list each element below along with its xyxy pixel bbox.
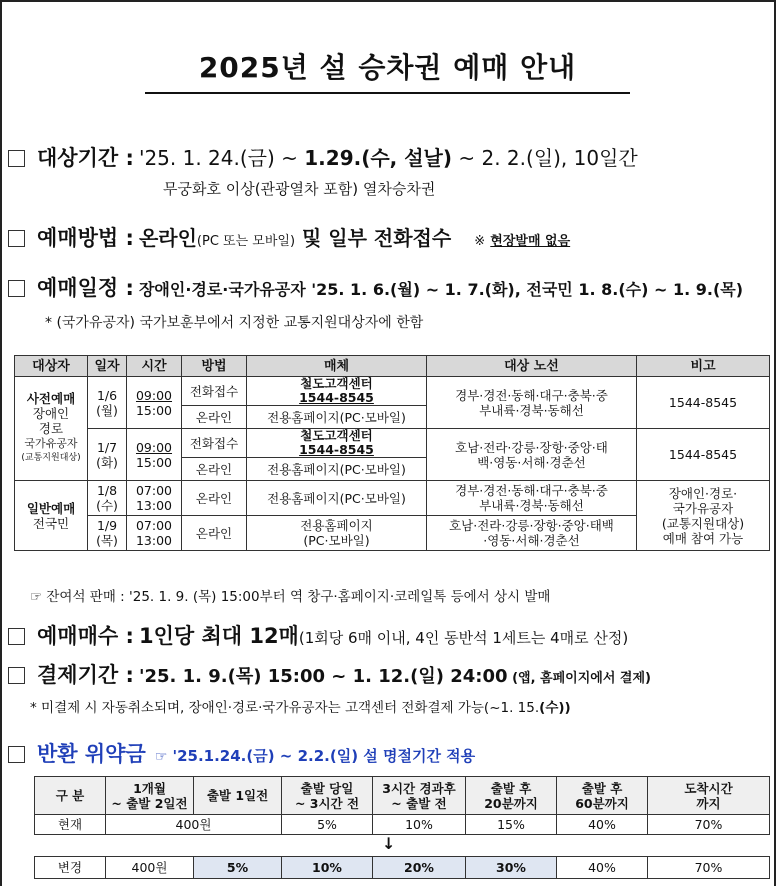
th-line: ~ 출발 2일전 [111, 795, 188, 811]
schedule-value: 장애인·경로·국가유공자 '25. 1. 6.(월) ~ 1. 7.(화), 전국민 1. 8.(수) ~ 1. 9.(목) [138, 280, 744, 299]
refund-cell: 40% [557, 857, 648, 879]
media-line: 1544-8545 [299, 442, 374, 457]
refund-cell: 15% [466, 815, 557, 835]
refund-cell: 70% [648, 857, 770, 879]
media-cell [247, 377, 427, 406]
day: (수) [96, 498, 118, 513]
refund-cell: 변경 [35, 857, 106, 879]
time-end: 13:00 [135, 498, 173, 513]
refund-cell: 5% [282, 815, 373, 835]
media-line: 전용홈페이지 [300, 518, 373, 533]
refund-cell: 30% [466, 857, 557, 879]
route-line: ·영동·서해·경춘선 [483, 533, 580, 548]
refund-th [194, 777, 282, 815]
pointing-hand-icon: ☞ [154, 749, 168, 765]
limit-row [8, 620, 628, 650]
th-line: ~ 출발 전 [391, 795, 447, 811]
refund-changed-table [34, 856, 770, 879]
method-cell: 온라인 [182, 516, 247, 551]
limit-label: 예매매수 : [37, 624, 134, 648]
time-cell [127, 377, 182, 429]
period-dates-b: 1.29.(수, 설날) [304, 146, 453, 170]
method-cell: 전화접수 [182, 377, 247, 406]
th-line: 까지 [696, 795, 721, 811]
route-line: 경부·경전·동해·대구·충북·중 [455, 387, 608, 403]
media-cell: 전용홈페이지(PC·모바일) [247, 481, 427, 516]
time-cell [127, 429, 182, 481]
th-line: 3시간 경과후 [382, 780, 456, 796]
refund-cell: 5% [194, 857, 282, 879]
refund-th [466, 777, 557, 815]
period-label: 대상기간 : [37, 146, 134, 170]
time-end: 15:00 [135, 454, 173, 470]
date: 1/6 [96, 387, 118, 403]
th-media: 매체 [247, 356, 427, 377]
method-cell: 온라인 [182, 481, 247, 516]
time-end: 15:00 [135, 402, 173, 418]
th-line: 1개월 [133, 780, 166, 796]
schedule-label: 예매일정 : [37, 276, 134, 300]
route-line: 호남·전라·강릉·장항·중앙·태 [455, 439, 608, 455]
refund-cell: 10% [373, 815, 466, 835]
period-dates-c: ~ 2. 2.(일), 10일간 [452, 146, 638, 170]
method-value-c: 및 일부 전화접수 [295, 226, 452, 250]
route-cell [427, 481, 637, 516]
refund-label: 반환 위약금 [37, 742, 146, 766]
method-cell: 온라인 [182, 406, 247, 429]
day: (화) [96, 454, 118, 470]
checkbox-icon [8, 628, 25, 645]
time-start: 07:00 [135, 483, 173, 498]
period-target: 무궁화호 이상(관광열차 포함) 열차승차권 [163, 180, 436, 198]
group-pre-title: 사전예매 [26, 391, 76, 406]
refund-cell: 20% [373, 857, 466, 879]
method-row [8, 222, 570, 252]
period-row [8, 142, 638, 172]
route-cell [427, 429, 637, 481]
media-line: (PC·모바일) [303, 533, 370, 548]
route-cell [427, 516, 637, 551]
payment-note-a: * 미결제 시 자동취소되며, 장애인·경로·국가유공자는 고객센터 전화결제 가능(~1. 15. [30, 700, 540, 716]
payment-note [30, 696, 571, 716]
method-note-mark: ※ [474, 234, 486, 249]
media-cell [247, 429, 427, 458]
refund-value: '25.1.24.(금) ~ 2.2.(일) 설 명절기간 적용 [172, 747, 476, 765]
note-line: (교통지원대상) [661, 515, 745, 531]
refund-cell: 40% [557, 815, 648, 835]
time-start: 09:00 [135, 387, 173, 403]
time-cell [127, 481, 182, 516]
group-pre-sub3: 국가유공자 [24, 437, 78, 450]
refund-header-row [35, 777, 770, 815]
refund-th [106, 777, 194, 815]
table-row [15, 429, 770, 458]
method-label: 예매방법 : [37, 226, 134, 250]
date-cell [88, 429, 127, 481]
th-line: 출발 후 [581, 780, 623, 796]
date: 1/7 [96, 439, 118, 455]
date-cell [88, 481, 127, 516]
schedule-note: * (국가유공자) 국가보훈부에서 지정한 교통지원대상자에 한함 [45, 315, 424, 331]
time-start: 07:00 [135, 518, 173, 533]
group-pre-sub2: 경로 [38, 421, 64, 436]
media-cell: 전용홈페이지(PC·모바일) [247, 458, 427, 481]
schedule-table [14, 355, 770, 551]
arrow-down-icon: ↓ [382, 834, 396, 853]
method-value-b: (PC 또는 모바일) [196, 234, 296, 249]
refund-changed-row [35, 857, 770, 879]
day: (목) [96, 533, 118, 548]
route-cell [427, 377, 637, 429]
th-line: 도착시간 [684, 780, 733, 796]
payment-row [8, 659, 651, 689]
date-cell [88, 377, 127, 429]
th-line: 출발 후 [490, 780, 532, 796]
refund-cell: 400원 [106, 857, 194, 879]
th-time: 시간 [127, 356, 182, 377]
refund-cell: 400원 [106, 815, 282, 835]
th-line: 구 분 [55, 788, 85, 803]
schedule-table-header [15, 356, 770, 377]
time-cell [127, 516, 182, 551]
group-general-sub: 전국민 [32, 515, 70, 531]
payment-detail: (앱, 홈페이지에서 결제) [507, 671, 651, 686]
checkbox-icon [8, 230, 25, 247]
th-line: 출발 1일전 [206, 788, 269, 803]
th-line: ~ 3시간 전 [294, 795, 360, 811]
media-cell: 전용홈페이지(PC·모바일) [247, 406, 427, 429]
method-cell: 전화접수 [182, 429, 247, 458]
limit-detail: (1회당 6매 이내, 4인 동반석 1세트는 4매로 산정) [298, 629, 629, 647]
th-date: 일자 [88, 356, 127, 377]
th-route: 대상 노선 [427, 356, 637, 377]
refund-th [282, 777, 373, 815]
page-title: 2025년 설 승차권 예매 안내 [145, 46, 630, 94]
route-line: 부내륙·경북·동해선 [479, 402, 584, 418]
th-line: 출발 당일 [300, 780, 354, 796]
route-line: 부내륙·경북·동해선 [479, 498, 584, 513]
method-cell: 온라인 [182, 458, 247, 481]
time-end: 13:00 [135, 533, 173, 548]
table-row [15, 377, 770, 406]
remaining-sale-note: ☞ 잔여석 판매 : '25. 1. 9. (목) 15:00부터 역 창구·홈페이지·코레일톡 등에서 상시 발매 [30, 589, 551, 605]
refund-cell: 70% [648, 815, 770, 835]
refund-row [8, 738, 475, 768]
th-line: 60분까지 [575, 795, 629, 811]
refund-cell: 현재 [35, 815, 106, 835]
refund-th [648, 777, 770, 815]
time-start: 09:00 [135, 439, 173, 455]
group-general-title: 일반예매 [26, 500, 76, 516]
th-target: 대상자 [15, 356, 88, 377]
date: 1/9 [96, 518, 118, 533]
media-line: 철도고객센터 [300, 376, 373, 391]
media-cell [247, 516, 427, 551]
checkbox-icon [8, 746, 25, 763]
payment-label: 결제기간 : [37, 663, 134, 687]
group-pre-sub4: (교통지원대상) [21, 453, 81, 463]
note-cell [637, 481, 770, 551]
date: 1/8 [96, 483, 118, 498]
media-line: 1544-8545 [299, 390, 374, 405]
th-line: 20분까지 [484, 795, 538, 811]
limit-value: 1인당 최대 12매 [138, 624, 299, 648]
note-cell: 1544-8545 [637, 429, 770, 481]
th-note: 비고 [637, 356, 770, 377]
schedule-row [8, 272, 743, 302]
method-note: 현장발매 없음 [490, 234, 571, 249]
media-line: 철도고객센터 [300, 428, 373, 443]
checkbox-icon [8, 667, 25, 684]
note-line: 장애인·경로· [668, 485, 738, 501]
group-general [15, 481, 88, 551]
day: (월) [96, 402, 118, 418]
th-method: 방법 [182, 356, 247, 377]
checkbox-icon [8, 280, 25, 297]
route-line: 호남·전라·강릉·장항·중앙·태백 [449, 518, 614, 533]
period-dates-a: '25. 1. 24.(금) ~ [138, 146, 305, 170]
refund-th [35, 777, 106, 815]
group-pre [15, 377, 88, 481]
route-line: 경부·경전·동해·대구·충북·중 [455, 483, 608, 498]
note-line: 국가유공자 [672, 500, 734, 516]
payment-value: '25. 1. 9.(목) 15:00 ~ 1. 12.(일) 24:00 [138, 666, 508, 687]
refund-cell: 10% [282, 857, 373, 879]
note-line: 예매 참여 가능 [662, 530, 744, 546]
method-value-a: 온라인 [138, 226, 197, 250]
checkbox-icon [8, 150, 25, 167]
refund-current-row [35, 815, 770, 835]
refund-th [373, 777, 466, 815]
refund-table [34, 776, 770, 835]
date-cell [88, 516, 127, 551]
note-cell: 1544-8545 [637, 377, 770, 429]
table-row [15, 481, 770, 516]
group-pre-sub1: 장애인 [32, 406, 70, 421]
route-line: 백·영동·서해·경춘선 [477, 454, 586, 470]
refund-th [557, 777, 648, 815]
payment-note-b: (수)) [539, 700, 571, 716]
